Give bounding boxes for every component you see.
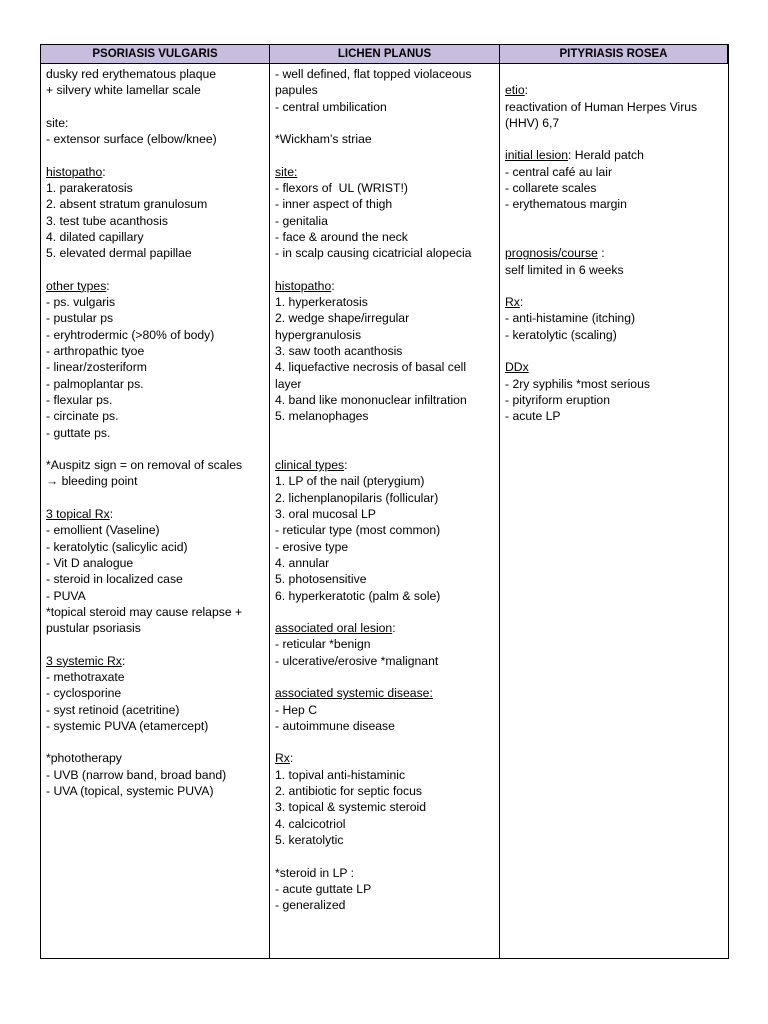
text-line	[46, 262, 269, 278]
section-heading: site:	[275, 164, 298, 179]
text-line: 5. keratolytic	[275, 832, 344, 847]
text-line	[505, 82, 728, 98]
text-line: 1. LP of the nail (pterygium)	[275, 474, 425, 489]
section-heading: clinical types	[275, 458, 345, 473]
section-heading: associated systemic disease:	[275, 686, 433, 701]
text-line: - UVA (topical, systemic PUVA)	[46, 784, 214, 799]
text-line: - genitalia	[275, 213, 328, 228]
text-line: *Auspitz sign = on removal of scales	[46, 458, 243, 473]
text-line	[275, 848, 499, 864]
text-line: - linear/zosteriform	[46, 360, 147, 375]
text-line: 6. hyperkeratotic (palm & sole)	[275, 588, 441, 603]
text-line: 2. wedge shape/irregular	[275, 311, 410, 326]
text-line: - central café au lair	[505, 164, 613, 179]
column-pityriasis-rosea	[500, 64, 728, 958]
section-heading: histopatho	[275, 278, 332, 293]
text-line	[505, 66, 728, 82]
text-line: 1. hyperkeratosis	[275, 295, 368, 310]
comparison-table	[40, 44, 729, 959]
text-line	[46, 441, 269, 457]
text-line: dusky red erythematous plaque	[46, 67, 217, 81]
text-line	[505, 213, 728, 229]
text-line: - inner aspect of thigh	[275, 197, 393, 212]
text-line	[46, 99, 269, 115]
text-line: - ps. vulgaris	[46, 295, 116, 310]
text-line: - flexors of UL (WRIST!)	[275, 181, 408, 196]
text-line	[46, 147, 269, 163]
section-heading-suffix: :	[106, 278, 110, 293]
text-line: - UVB (narrow band, broad band)	[46, 767, 227, 782]
text-line	[505, 131, 728, 147]
text-line: - guttate ps.	[46, 425, 111, 440]
text-line: - PUVA	[46, 588, 86, 603]
text-line: 1. parakeratosis	[46, 181, 133, 196]
text-line: - flexular ps.	[46, 392, 113, 407]
text-line: - face & around the neck	[275, 229, 408, 244]
section-heading-suffix: :	[597, 246, 605, 261]
text-line: - erosive type	[275, 539, 349, 554]
text-line: 4. calcicotriol	[275, 816, 346, 831]
section-heading: 3 topical Rx	[46, 507, 110, 522]
text-line: - circinate ps.	[46, 409, 119, 424]
column-psoriasis-vulgaris	[41, 64, 270, 958]
text-line: - in scalp causing cicatricial alopecia	[275, 246, 472, 261]
text-line: - steroid in localized case	[46, 572, 183, 587]
text-line: - anti-histamine (itching)	[505, 311, 636, 326]
text-line	[505, 294, 728, 310]
text-line: *phototherapy	[46, 751, 122, 766]
column-lichen-planus	[270, 64, 500, 958]
text-line	[275, 669, 499, 685]
text-line: - systemic PUVA (etamercept)	[46, 718, 209, 733]
text-line: + silvery white lamellar scale	[46, 83, 201, 98]
text-line: - Hep C	[275, 702, 317, 717]
text-line: hypergranulosis	[275, 327, 362, 342]
text-line: - autoimmune disease	[275, 718, 395, 733]
section-heading: Rx	[275, 751, 290, 766]
text-line: - well defined, flat topped violaceous	[275, 67, 472, 81]
text-line: - collarete scales	[505, 181, 597, 196]
text-line: - keratolytic (scaling)	[505, 327, 617, 342]
section-heading-suffix: :	[524, 83, 529, 98]
text-line: 2. antibiotic for septic focus	[275, 784, 422, 799]
text-line: - reticular type (most common)	[275, 523, 441, 538]
text-line: - reticular *benign	[275, 637, 371, 652]
text-line: 3. topical & systemic steroid	[275, 800, 427, 815]
text-line: - keratolytic (salicylic acid)	[46, 539, 188, 554]
text-line: - central umbilication	[275, 99, 387, 114]
section-heading-suffix: :	[121, 653, 126, 668]
text-line: 5. elevated dermal papillae	[46, 246, 192, 261]
section-heading: initial lesion	[505, 148, 569, 163]
text-line: - erythematous margin	[505, 197, 627, 212]
section-heading-suffix: :	[392, 621, 396, 636]
text-line	[505, 359, 728, 375]
text-line	[505, 147, 728, 163]
text-line	[46, 506, 269, 522]
text-line	[505, 343, 728, 359]
text-line	[46, 734, 269, 750]
text-line: - methotraxate	[46, 669, 125, 684]
text-line: *topical steroid may cause relapse +	[46, 604, 243, 619]
text-line	[46, 164, 269, 180]
section-heading: prognosis/course	[505, 246, 598, 261]
text-line: *Wickham’s striae	[275, 132, 372, 147]
text-line	[46, 490, 269, 506]
text-line	[275, 457, 499, 473]
text-line	[275, 164, 499, 180]
text-line: 3. saw tooth acanthosis	[275, 344, 403, 359]
text-line: - arthropathic tyoe	[46, 344, 145, 359]
section-heading-suffix: : Herald patch	[568, 148, 644, 163]
text-line	[275, 115, 499, 131]
header-lichen-planus: LICHEN PLANUS	[270, 45, 500, 64]
section-heading: DDx	[505, 360, 529, 375]
text-line: - syst retinoid (acetritine)	[46, 702, 180, 717]
text-line	[275, 750, 499, 766]
text-line: papules	[275, 83, 318, 98]
text-line	[275, 604, 499, 620]
text-line: - pustular ps	[46, 311, 114, 326]
text-line: self limited in 6 weeks	[505, 262, 624, 277]
text-line	[275, 685, 499, 701]
text-line: site:	[46, 115, 69, 130]
section-heading-suffix: :	[331, 278, 335, 293]
text-line: reactivation of Human Herpes Virus	[505, 99, 698, 114]
text-line: - ulcerative/erosive *malignant	[275, 653, 439, 668]
header-pityriasis-rosea: PITYRIASIS ROSEA	[500, 45, 728, 64]
text-line: - cyclosporine	[46, 686, 122, 701]
text-line	[46, 653, 269, 669]
text-line	[275, 278, 499, 294]
text-line	[505, 229, 728, 245]
text-line: - acute guttate LP	[275, 881, 372, 896]
text-line: pustular psoriasis	[46, 621, 141, 636]
text-line: 5. photosensitive	[275, 572, 367, 587]
text-line	[505, 245, 728, 261]
text-line: 4. band like mononuclear infiltration	[275, 392, 467, 407]
text-line	[275, 620, 499, 636]
section-heading-suffix: :	[289, 751, 294, 766]
section-heading-suffix: :	[102, 164, 106, 179]
section-heading-suffix: :	[109, 507, 114, 522]
text-line: - generalized	[275, 898, 346, 913]
section-heading: histopatho	[46, 164, 103, 179]
text-line: - pityriform eruption	[505, 392, 610, 407]
text-line	[275, 262, 499, 278]
text-line	[275, 441, 499, 457]
text-line: 2. absent stratum granulosum	[46, 197, 208, 212]
text-line: 2. lichenplanopilaris (follicular)	[275, 490, 439, 505]
text-line: - emollient (Vaseline)	[46, 523, 160, 538]
text-line	[275, 425, 499, 441]
section-heading: Rx	[505, 295, 520, 310]
text-line: 4. annular	[275, 555, 330, 570]
section-heading: other types	[46, 278, 107, 293]
text-line: 3. oral mucosal LP	[275, 507, 376, 522]
text-line: *steroid in LP :	[275, 865, 355, 880]
text-line: - eryhtrodermic (>80% of body)	[46, 327, 215, 342]
text-line: - acute LP	[505, 409, 561, 424]
section-heading-suffix: :	[344, 458, 348, 473]
text-line: 4. liquefactive necrosis of basal cell	[275, 360, 467, 375]
text-line: 3. test tube acanthosis	[46, 213, 168, 228]
text-line: - palmoplantar ps.	[46, 376, 144, 391]
text-line: layer	[275, 376, 302, 391]
section-heading: etio	[505, 83, 525, 98]
text-line	[46, 636, 269, 652]
text-line: 1. topival anti-histaminic	[275, 767, 406, 782]
text-line: → bleeding point	[46, 474, 138, 489]
text-line: - extensor surface (elbow/knee)	[46, 132, 217, 147]
section-heading: associated oral lesion	[275, 621, 393, 636]
text-line	[275, 147, 499, 163]
header-psoriasis-vulgaris: PSORIASIS VULGARIS	[41, 45, 270, 64]
section-heading-suffix: :	[519, 295, 524, 310]
text-line: 5. melanophages	[275, 409, 369, 424]
text-line: - 2ry syphilis *most serious	[505, 376, 650, 391]
section-heading: 3 systemic Rx	[46, 653, 122, 668]
text-line: 4. dilated capillary	[46, 229, 144, 244]
text-line: (HHV) 6,7	[505, 115, 560, 130]
text-line	[275, 734, 499, 750]
text-line	[46, 278, 269, 294]
text-line	[505, 278, 728, 294]
text-line: - Vit D analogue	[46, 555, 134, 570]
